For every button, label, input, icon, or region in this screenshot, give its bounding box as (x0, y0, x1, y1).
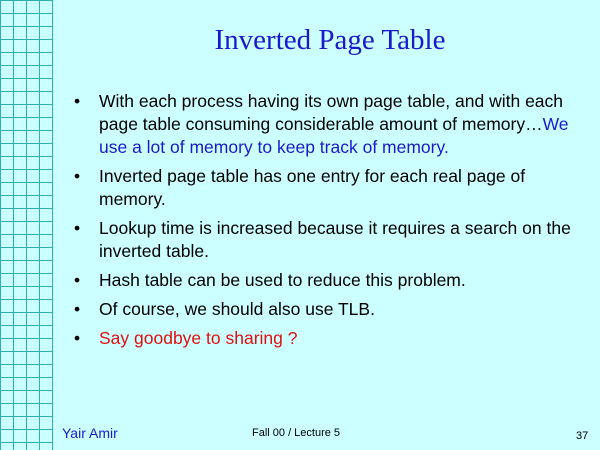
bullet-item (74, 165, 579, 211)
decorative-grid (0, 0, 52, 450)
bullet-text: Hash table can be used to reduce this problem. (99, 270, 466, 290)
bullet-text: Lookup time is increased because it requires a search on the inverted table. (99, 218, 571, 261)
footer-course: Fall 00 / Lecture 5 (252, 427, 341, 439)
grid-divider (52, 0, 53, 450)
bullet-item (74, 298, 579, 321)
slide-title: Inverted Page Table (214, 24, 446, 56)
bullet-list (74, 90, 579, 356)
bullet-icon: • (74, 91, 81, 111)
footer-author: Yair Amir (62, 425, 118, 441)
bullet-item (74, 90, 579, 159)
bullet-icon: • (74, 328, 81, 348)
bullet-highlight-text: We use a lot of memory to keep track of memory. (99, 114, 569, 157)
bullet-icon: • (74, 299, 81, 319)
bullet-text: Of course, we should also use TLB. (99, 299, 375, 319)
bullet-alert-text: Say goodbye to sharing ? (99, 328, 298, 348)
bullet-icon: • (74, 166, 81, 186)
page-number: 37 (576, 430, 589, 442)
bullet-text: Inverted page table has one entry for each real page of memory. (99, 166, 526, 209)
bullet-icon: • (74, 218, 81, 238)
bullet-icon: • (74, 270, 81, 290)
bullet-item (74, 269, 579, 292)
bullet-item (74, 327, 579, 350)
bullet-item (74, 217, 579, 263)
bullet-text: With each process having its own page table, and with each page table consuming considerable amount of memory… (99, 91, 564, 134)
